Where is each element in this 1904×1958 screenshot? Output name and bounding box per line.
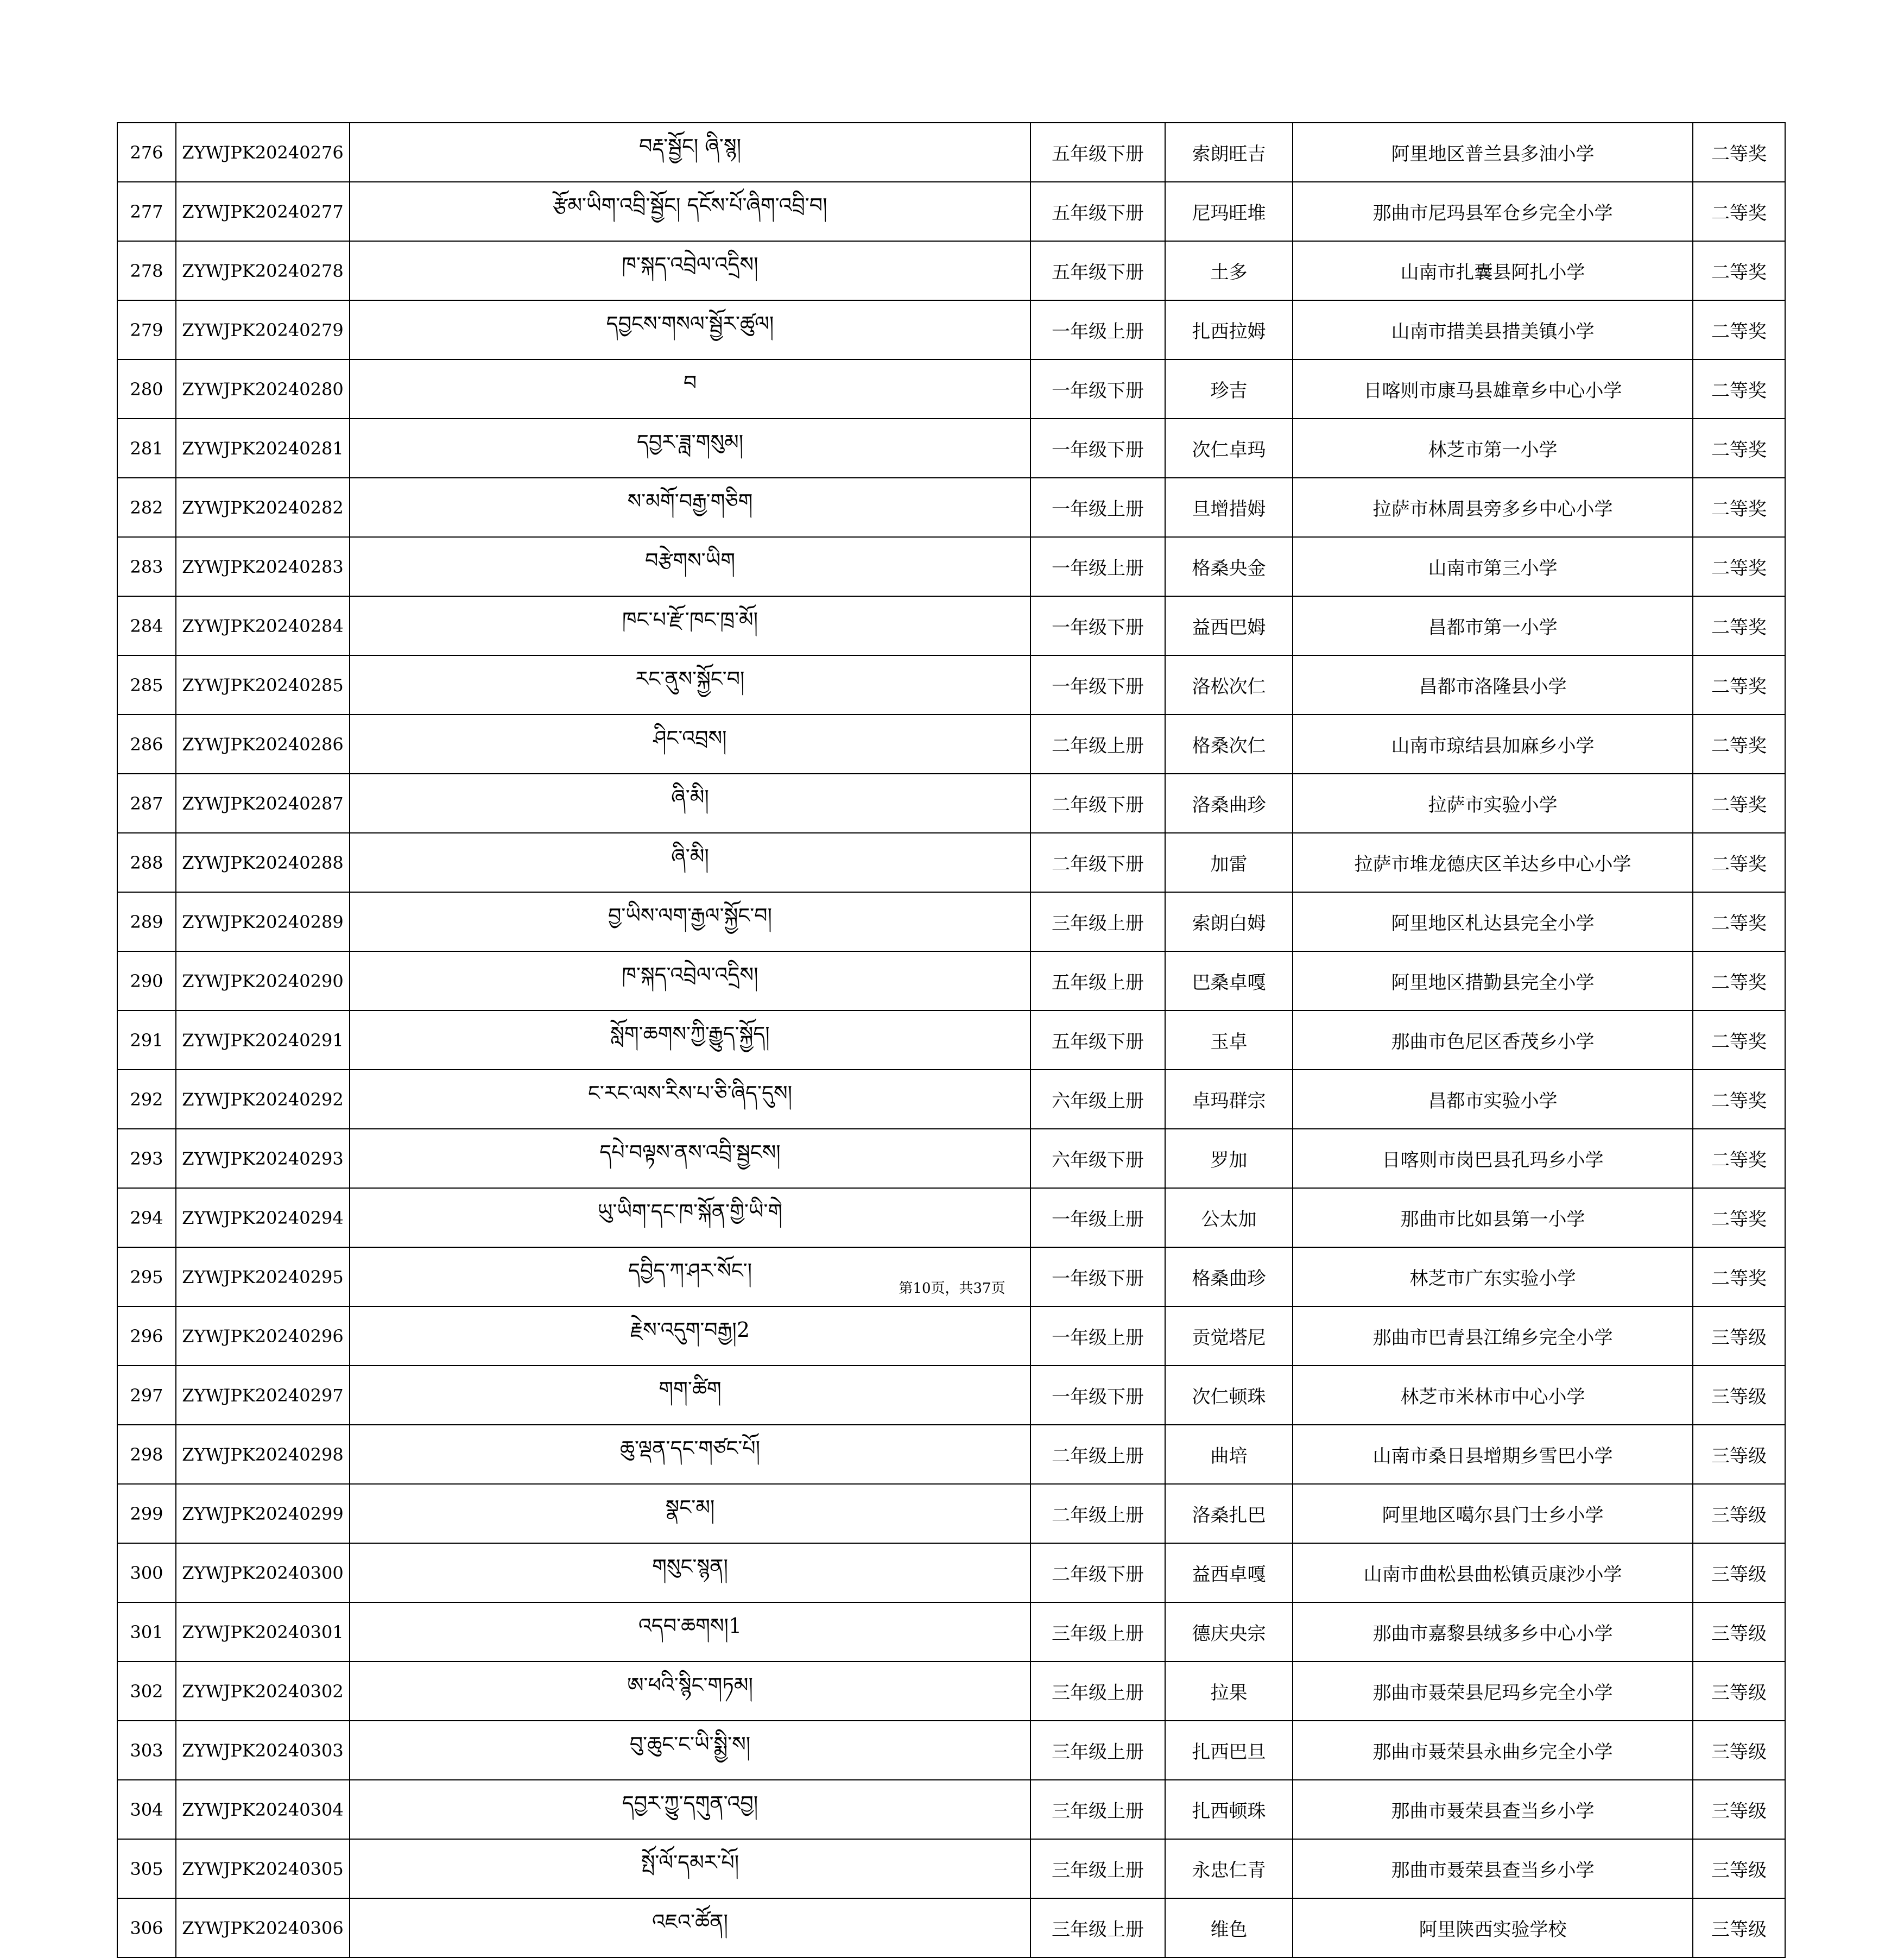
row-number: 291 xyxy=(117,1010,176,1070)
author-name: 洛桑曲珍 xyxy=(1165,774,1293,833)
school-name: 阿里地区普兰县多油小学 xyxy=(1293,123,1693,182)
entry-code: ZYWJPK20240281 xyxy=(176,419,350,478)
grade-level: 五年级下册 xyxy=(1030,123,1165,182)
entry-code: ZYWJPK20240295 xyxy=(176,1247,350,1306)
school-name: 日喀则市岗巴县孔玛乡小学 xyxy=(1293,1129,1693,1188)
grade-level: 一年级下册 xyxy=(1030,596,1165,655)
entry-title: བུ་ཆུང་ང་ཡི་སྨྱི་ས། xyxy=(350,1721,1030,1780)
author-name: 益西卓嘎 xyxy=(1165,1543,1293,1602)
row-number: 305 xyxy=(117,1839,176,1898)
table-row xyxy=(117,655,1785,715)
row-number: 295 xyxy=(117,1247,176,1306)
row-number: 292 xyxy=(117,1070,176,1129)
table-row xyxy=(117,359,1785,419)
table-row xyxy=(117,1306,1785,1366)
row-number: 301 xyxy=(117,1602,176,1662)
entry-title: བ xyxy=(350,359,1030,419)
entry-code: ZYWJPK20240279 xyxy=(176,300,350,359)
grade-level: 一年级下册 xyxy=(1030,419,1165,478)
entry-title: སློག་ཆགས་ཀྱི་རྒྱུད་སྐྱོད། xyxy=(350,1010,1030,1070)
award-level: 二等奖 xyxy=(1693,774,1785,833)
school-name: 林芝市米林市中心小学 xyxy=(1293,1366,1693,1425)
award-level: 二等奖 xyxy=(1693,655,1785,715)
table-row xyxy=(117,241,1785,300)
award-level: 二等奖 xyxy=(1693,1188,1785,1247)
entry-code: ZYWJPK20240283 xyxy=(176,537,350,596)
table-row xyxy=(117,123,1785,182)
entry-title: ང་རང་ལས་རིས་པ་ཅི་ཞིད་དུས། xyxy=(350,1070,1030,1129)
award-level: 二等奖 xyxy=(1693,123,1785,182)
row-number: 290 xyxy=(117,951,176,1010)
grade-level: 一年级上册 xyxy=(1030,300,1165,359)
author-name: 公太加 xyxy=(1165,1188,1293,1247)
table-row xyxy=(117,1010,1785,1070)
entry-code: ZYWJPK20240291 xyxy=(176,1010,350,1070)
row-number: 283 xyxy=(117,537,176,596)
entry-title: རང་ནུས་སྐྱོང་བ། xyxy=(350,655,1030,715)
grade-level: 二年级上册 xyxy=(1030,1425,1165,1484)
grade-level: 三年级上册 xyxy=(1030,1839,1165,1898)
entry-code: ZYWJPK20240302 xyxy=(176,1662,350,1721)
school-name: 那曲市比如县第一小学 xyxy=(1293,1188,1693,1247)
award-level: 三等级 xyxy=(1693,1425,1785,1484)
entry-title: གསུང་སྙན། xyxy=(350,1543,1030,1602)
school-name: 昌都市洛隆县小学 xyxy=(1293,655,1693,715)
award-level: 二等奖 xyxy=(1693,241,1785,300)
grade-level: 一年级上册 xyxy=(1030,1306,1165,1366)
grade-level: 一年级下册 xyxy=(1030,1247,1165,1306)
entry-code: ZYWJPK20240300 xyxy=(176,1543,350,1602)
row-number: 296 xyxy=(117,1306,176,1366)
award-level: 二等奖 xyxy=(1693,715,1785,774)
row-number: 281 xyxy=(117,419,176,478)
entry-title: བརྩེགས་ཡིག xyxy=(350,537,1030,596)
author-name: 旦增措姆 xyxy=(1165,478,1293,537)
grade-level: 二年级下册 xyxy=(1030,774,1165,833)
school-name: 昌都市实验小学 xyxy=(1293,1070,1693,1129)
grade-level: 一年级上册 xyxy=(1030,537,1165,596)
row-number: 302 xyxy=(117,1662,176,1721)
entry-title: ཞི་མི། xyxy=(350,833,1030,892)
author-name: 尼玛旺堆 xyxy=(1165,182,1293,241)
entry-title: ཤིང་འབྲས། xyxy=(350,715,1030,774)
entry-code: ZYWJPK20240298 xyxy=(176,1425,350,1484)
school-name: 那曲市聂荣县查当乡小学 xyxy=(1293,1780,1693,1839)
entry-title: གག་ཚིག xyxy=(350,1366,1030,1425)
award-table xyxy=(117,122,1786,1958)
author-name: 玉卓 xyxy=(1165,1010,1293,1070)
author-name: 扎西巴旦 xyxy=(1165,1721,1293,1780)
author-name: 拉果 xyxy=(1165,1662,1293,1721)
award-level: 三等级 xyxy=(1693,1366,1785,1425)
award-level: 三等级 xyxy=(1693,1898,1785,1957)
school-name: 阿里地区措勤县完全小学 xyxy=(1293,951,1693,1010)
school-name: 阿里地区噶尔县门士乡小学 xyxy=(1293,1484,1693,1543)
row-number: 288 xyxy=(117,833,176,892)
row-number: 279 xyxy=(117,300,176,359)
school-name: 山南市桑日县增期乡雪巴小学 xyxy=(1293,1425,1693,1484)
entry-title: དབྱིད་ཀ་ཤར་སོང་། xyxy=(350,1247,1030,1306)
author-name: 扎西顿珠 xyxy=(1165,1780,1293,1839)
grade-level: 五年级上册 xyxy=(1030,951,1165,1010)
grade-level: 二年级上册 xyxy=(1030,715,1165,774)
table-row xyxy=(117,1070,1785,1129)
entry-code: ZYWJPK20240282 xyxy=(176,478,350,537)
author-name: 贡觉塔尼 xyxy=(1165,1306,1293,1366)
award-level: 三等级 xyxy=(1693,1662,1785,1721)
table-row xyxy=(117,478,1785,537)
author-name: 索朗旺吉 xyxy=(1165,123,1293,182)
grade-level: 三年级上册 xyxy=(1030,1898,1165,1957)
award-level: 三等级 xyxy=(1693,1780,1785,1839)
school-name: 那曲市聂荣县永曲乡完全小学 xyxy=(1293,1721,1693,1780)
entry-title: ས་མགོ་བརྒྱ་གཅིག xyxy=(350,478,1030,537)
grade-level: 三年级上册 xyxy=(1030,892,1165,951)
entry-code: ZYWJPK20240294 xyxy=(176,1188,350,1247)
grade-level: 三年级上册 xyxy=(1030,1602,1165,1662)
school-name: 山南市扎囊县阿扎小学 xyxy=(1293,241,1693,300)
author-name: 卓玛群宗 xyxy=(1165,1070,1293,1129)
school-name: 阿里地区札达县完全小学 xyxy=(1293,892,1693,951)
author-name: 德庆央宗 xyxy=(1165,1602,1293,1662)
entry-title: ཞི་མི། xyxy=(350,774,1030,833)
row-number: 294 xyxy=(117,1188,176,1247)
award-level: 二等奖 xyxy=(1693,359,1785,419)
award-level: 二等奖 xyxy=(1693,596,1785,655)
entry-code: ZYWJPK20240293 xyxy=(176,1129,350,1188)
table-row xyxy=(117,1484,1785,1543)
school-name: 山南市曲松县曲松镇贡康沙小学 xyxy=(1293,1543,1693,1602)
row-number: 303 xyxy=(117,1721,176,1780)
award-level: 二等奖 xyxy=(1693,892,1785,951)
row-number: 282 xyxy=(117,478,176,537)
entry-code: ZYWJPK20240303 xyxy=(176,1721,350,1780)
entry-title: ཁང་པ་རྫོ་ཁང་ཁྲ་མོ། xyxy=(350,596,1030,655)
author-name: 洛桑扎巴 xyxy=(1165,1484,1293,1543)
grade-level: 三年级上册 xyxy=(1030,1662,1165,1721)
row-number: 300 xyxy=(117,1543,176,1602)
table-row xyxy=(117,892,1785,951)
school-name: 那曲市聂荣县尼玛乡完全小学 xyxy=(1293,1662,1693,1721)
entry-title: ཡུ་ཡིག་དང་ཁ་སྐོན་གྱི་ཡི་གེ xyxy=(350,1188,1030,1247)
grade-level: 二年级上册 xyxy=(1030,1484,1165,1543)
award-level: 二等奖 xyxy=(1693,1070,1785,1129)
award-level: 二等奖 xyxy=(1693,1129,1785,1188)
school-name: 那曲市色尼区香茂乡小学 xyxy=(1293,1010,1693,1070)
entry-code: ZYWJPK20240278 xyxy=(176,241,350,300)
table-row xyxy=(117,182,1785,241)
entry-code: ZYWJPK20240292 xyxy=(176,1070,350,1129)
entry-title: རྩོམ་ཡིག་འབྲི་སྦྱོང། དངོས་པོ་ཞིག་འབྲི་བ། xyxy=(350,182,1030,241)
row-number: 284 xyxy=(117,596,176,655)
entry-code: ZYWJPK20240304 xyxy=(176,1780,350,1839)
grade-level: 五年级下册 xyxy=(1030,182,1165,241)
grade-level: 一年级下册 xyxy=(1030,655,1165,715)
entry-title: དབྱར་ཀྱུ་དགུན་འབྱ། xyxy=(350,1780,1030,1839)
grade-level: 六年级上册 xyxy=(1030,1070,1165,1129)
entry-title: དབྱར་ཟླ་གསུམ། xyxy=(350,419,1030,478)
row-number: 276 xyxy=(117,123,176,182)
row-number: 304 xyxy=(117,1780,176,1839)
grade-level: 一年级下册 xyxy=(1030,359,1165,419)
table-row xyxy=(117,1366,1785,1425)
table-row xyxy=(117,715,1785,774)
award-level: 二等奖 xyxy=(1693,833,1785,892)
row-number: 278 xyxy=(117,241,176,300)
entry-title: འདབ་ཆགས།1 xyxy=(350,1602,1030,1662)
entry-title: ཁ་སྐད་འབྲེལ་འདྲིས། xyxy=(350,241,1030,300)
row-number: 286 xyxy=(117,715,176,774)
entry-code: ZYWJPK20240290 xyxy=(176,951,350,1010)
award-level: 三等级 xyxy=(1693,1543,1785,1602)
author-name: 次仁卓玛 xyxy=(1165,419,1293,478)
row-number: 285 xyxy=(117,655,176,715)
table-row xyxy=(117,1129,1785,1188)
row-number: 298 xyxy=(117,1425,176,1484)
author-name: 扎西拉姆 xyxy=(1165,300,1293,359)
award-level: 二等奖 xyxy=(1693,537,1785,596)
school-name: 拉萨市实验小学 xyxy=(1293,774,1693,833)
entry-code: ZYWJPK20240287 xyxy=(176,774,350,833)
table-row xyxy=(117,596,1785,655)
row-number: 280 xyxy=(117,359,176,419)
table-row xyxy=(117,1898,1785,1957)
school-name: 那曲市聂荣县查当乡小学 xyxy=(1293,1839,1693,1898)
grade-level: 三年级上册 xyxy=(1030,1780,1165,1839)
entry-code: ZYWJPK20240299 xyxy=(176,1484,350,1543)
entry-code: ZYWJPK20240280 xyxy=(176,359,350,419)
award-level: 二等奖 xyxy=(1693,951,1785,1010)
row-number: 289 xyxy=(117,892,176,951)
entry-title: བྱ་ཡིས་ལག་རྒྱལ་སྐྱོང་བ། xyxy=(350,892,1030,951)
grade-level: 六年级下册 xyxy=(1030,1129,1165,1188)
grade-level: 三年级上册 xyxy=(1030,1721,1165,1780)
author-name: 格桑次仁 xyxy=(1165,715,1293,774)
author-name: 维色 xyxy=(1165,1898,1293,1957)
school-name: 拉萨市堆龙德庆区羊达乡中心小学 xyxy=(1293,833,1693,892)
grade-level: 一年级上册 xyxy=(1030,478,1165,537)
author-name: 永忠仁青 xyxy=(1165,1839,1293,1898)
school-name: 昌都市第一小学 xyxy=(1293,596,1693,655)
table-body xyxy=(117,123,1785,1957)
award-level: 二等奖 xyxy=(1693,1247,1785,1306)
row-number: 297 xyxy=(117,1366,176,1425)
school-name: 山南市第三小学 xyxy=(1293,537,1693,596)
entry-code: ZYWJPK20240286 xyxy=(176,715,350,774)
table-row xyxy=(117,1721,1785,1780)
author-name: 洛松次仁 xyxy=(1165,655,1293,715)
row-number: 287 xyxy=(117,774,176,833)
school-name: 山南市措美县措美镇小学 xyxy=(1293,300,1693,359)
school-name: 拉萨市林周县旁多乡中心小学 xyxy=(1293,478,1693,537)
entry-title: ཁ་སྐད་འབྲེལ་འདྲིས། xyxy=(350,951,1030,1010)
entry-title: སྤོ་ལོ་དམར་པོ། xyxy=(350,1839,1030,1898)
author-name: 罗加 xyxy=(1165,1129,1293,1188)
school-name: 那曲市巴青县江绵乡完全小学 xyxy=(1293,1306,1693,1366)
school-name: 那曲市嘉黎县绒多乡中心小学 xyxy=(1293,1602,1693,1662)
table-row xyxy=(117,1425,1785,1484)
author-name: 曲培 xyxy=(1165,1425,1293,1484)
entry-code: ZYWJPK20240301 xyxy=(176,1602,350,1662)
row-number: 277 xyxy=(117,182,176,241)
entry-code: ZYWJPK20240284 xyxy=(176,596,350,655)
entry-code: ZYWJPK20240296 xyxy=(176,1306,350,1366)
entry-title: སྣང་མ། xyxy=(350,1484,1030,1543)
entry-code: ZYWJPK20240276 xyxy=(176,123,350,182)
author-name: 加雷 xyxy=(1165,833,1293,892)
entry-code: ZYWJPK20240305 xyxy=(176,1839,350,1898)
table-row xyxy=(117,419,1785,478)
entry-code: ZYWJPK20240277 xyxy=(176,182,350,241)
author-name: 巴桑卓嘎 xyxy=(1165,951,1293,1010)
entry-title: འཇའ་ཚོན། xyxy=(350,1898,1030,1957)
page-footer: 第10页，共37页 xyxy=(899,1280,1005,1297)
grade-level: 一年级上册 xyxy=(1030,1188,1165,1247)
grade-level: 二年级下册 xyxy=(1030,833,1165,892)
table-row xyxy=(117,1543,1785,1602)
school-name: 阿里陕西实验学校 xyxy=(1293,1898,1693,1957)
table-row xyxy=(117,1188,1785,1247)
entry-code: ZYWJPK20240285 xyxy=(176,655,350,715)
award-level: 二等奖 xyxy=(1693,300,1785,359)
entry-title: རྗེས་འདུག་བརྒྱ།2 xyxy=(350,1306,1030,1366)
table-row xyxy=(117,300,1785,359)
grade-level: 一年级下册 xyxy=(1030,1366,1165,1425)
award-level: 二等奖 xyxy=(1693,419,1785,478)
entry-code: ZYWJPK20240288 xyxy=(176,833,350,892)
award-level: 二等奖 xyxy=(1693,182,1785,241)
row-number: 306 xyxy=(117,1898,176,1957)
row-number: 299 xyxy=(117,1484,176,1543)
table-row xyxy=(117,951,1785,1010)
award-level: 三等级 xyxy=(1693,1306,1785,1366)
school-name: 林芝市第一小学 xyxy=(1293,419,1693,478)
entry-title: བརྡ་སྦྱོང། ཞི་སྙ། xyxy=(350,123,1030,182)
entry-title: ཆུ་ལྡན་དང་གཙང་པོ། xyxy=(350,1425,1030,1484)
school-name: 山南市琼结县加麻乡小学 xyxy=(1293,715,1693,774)
table-row xyxy=(117,774,1785,833)
school-name: 林芝市广东实验小学 xyxy=(1293,1247,1693,1306)
author-name: 土多 xyxy=(1165,241,1293,300)
table-row xyxy=(117,833,1785,892)
award-level: 二等奖 xyxy=(1693,1010,1785,1070)
grade-level: 二年级下册 xyxy=(1030,1543,1165,1602)
entry-code: ZYWJPK20240306 xyxy=(176,1898,350,1957)
award-level: 三等级 xyxy=(1693,1484,1785,1543)
table-row xyxy=(117,537,1785,596)
table-row xyxy=(117,1602,1785,1662)
author-name: 格桑央金 xyxy=(1165,537,1293,596)
entry-title: དཔེ་བལྟས་ནས་འབྲི་སྦྱངས། xyxy=(350,1129,1030,1188)
table-row xyxy=(117,1780,1785,1839)
entry-code: ZYWJPK20240297 xyxy=(176,1366,350,1425)
entry-title: ཨ་ཕའི་སྙིང་གཏམ། xyxy=(350,1662,1030,1721)
entry-title: དབྱངས་གསལ་སྦྱོར་ཚུལ། xyxy=(350,300,1030,359)
author-name: 索朗白姆 xyxy=(1165,892,1293,951)
row-number: 293 xyxy=(117,1129,176,1188)
school-name: 那曲市尼玛县军仓乡完全小学 xyxy=(1293,182,1693,241)
author-name: 次仁顿珠 xyxy=(1165,1366,1293,1425)
author-name: 珍吉 xyxy=(1165,359,1293,419)
award-level: 三等级 xyxy=(1693,1602,1785,1662)
entry-code: ZYWJPK20240289 xyxy=(176,892,350,951)
table-row xyxy=(117,1662,1785,1721)
award-level: 三等级 xyxy=(1693,1839,1785,1898)
author-name: 益西巴姆 xyxy=(1165,596,1293,655)
award-level: 三等级 xyxy=(1693,1721,1785,1780)
school-name: 日喀则市康马县雄章乡中心小学 xyxy=(1293,359,1693,419)
grade-level: 五年级下册 xyxy=(1030,1010,1165,1070)
table-row xyxy=(117,1839,1785,1898)
author-name: 格桑曲珍 xyxy=(1165,1247,1293,1306)
grade-level: 五年级下册 xyxy=(1030,241,1165,300)
award-level: 二等奖 xyxy=(1693,478,1785,537)
